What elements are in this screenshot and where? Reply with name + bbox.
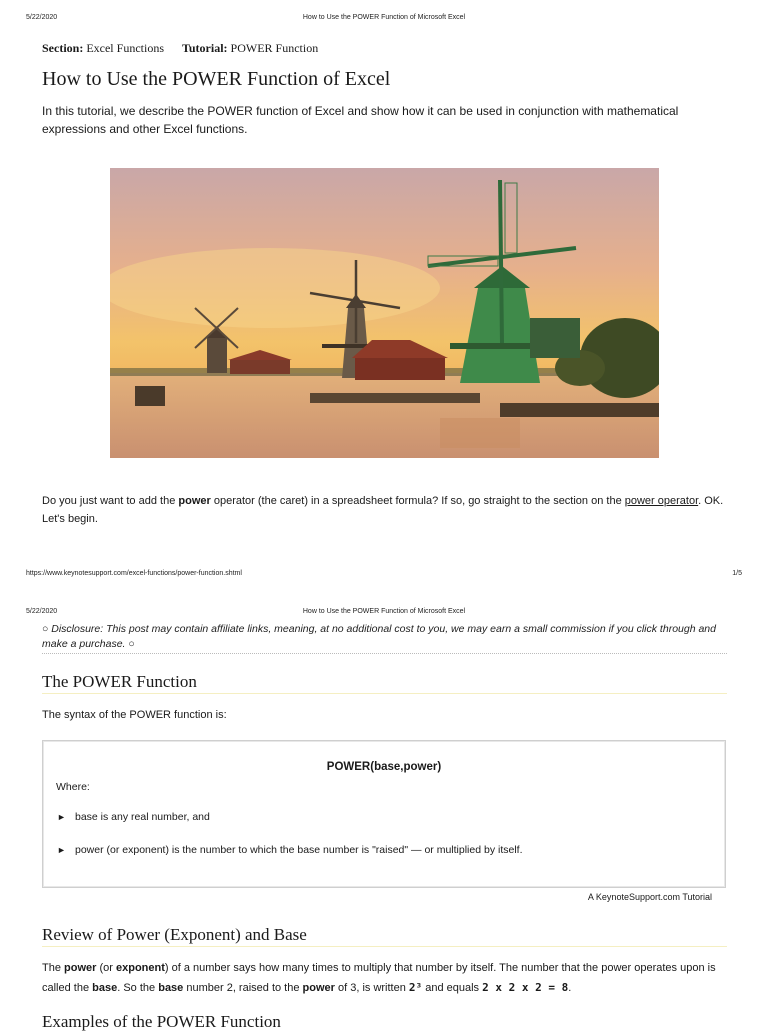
list-item [57, 844, 523, 856]
print-url: https://www.keynotesupport.com/excel-functions/power-function.shtml [26, 570, 242, 577]
section-label: Section: [42, 41, 84, 55]
text-run: ) of a number says how many times to multiply that number by itself. The number that the power operates upon is called the [42, 962, 716, 994]
bold-term: power [302, 982, 335, 994]
tutorial-credit: A KeynoteSupport.com Tutorial [587, 892, 712, 902]
print-date: 5/22/2020 [26, 14, 58, 21]
heading-power-function: The POWER Function [42, 672, 197, 691]
disclosure-note: ○ Disclosure: This post may contain affiliate links, meaning, at no additional cost to you, we may earn a small commission if you click through and make a purchase. ○ [42, 623, 716, 650]
bold-term: exponent [115, 962, 165, 974]
print-header-2 [26, 608, 742, 618]
syntax-intro: The syntax of the POWER function is: [42, 709, 227, 721]
bullet-text: base is any real number, and [75, 811, 210, 823]
text-run: Do you just want to add the [42, 495, 179, 507]
bold-term: base [158, 982, 184, 994]
example-result: 2 x 2 x 2 = 8 [482, 981, 569, 994]
heading-underline [42, 693, 727, 694]
text-run: . OK. Let's begin. [42, 495, 724, 525]
review-paragraph [42, 959, 732, 998]
text-run: . [568, 982, 572, 994]
arrow-right-icon: ► [57, 812, 66, 822]
where-label: Where: [56, 781, 90, 793]
heading-review: Review of Power (Exponent) and Base [42, 925, 307, 944]
section-link[interactable]: Excel Functions [86, 41, 164, 55]
bullet-text: power (or exponent) is the number to which the base number is "raised" — or multiplied by itself. [75, 844, 523, 856]
heading-underline [42, 946, 727, 947]
print-page-number: 1/5 [732, 570, 742, 577]
print-doc-title-2: How to Use the POWER Function of Microsoft Excel [302, 608, 466, 615]
bold-term: base [92, 982, 118, 994]
breadcrumb [42, 41, 318, 56]
intro-paragraph: In this tutorial, we describe the POWER function of Excel and show how it can be used in conjunction with mathematical expressions and other Excel functions. [42, 104, 679, 136]
text-run: The [42, 962, 65, 974]
syntax-formula: POWER(base,power) [326, 761, 442, 773]
print-header [26, 14, 742, 24]
heading-examples: Examples of the POWER Function [42, 1012, 281, 1031]
windmills-hero-image [110, 168, 659, 458]
print-date-2: 5/22/2020 [26, 608, 58, 615]
example-expression: 2³ [408, 981, 423, 994]
page-title: How to Use the POWER Function of Excel [42, 68, 391, 90]
text-run: . So the [117, 982, 159, 994]
divider [42, 653, 727, 654]
power-operator-link[interactable]: power operator [624, 495, 699, 507]
arrow-right-icon: ► [57, 845, 66, 855]
syntax-box [42, 740, 726, 888]
print-footer [26, 570, 742, 580]
text-run: operator (the caret) in a spreadsheet formula? If so, go straight to the section on the [210, 495, 625, 507]
bold-power: power [178, 495, 211, 507]
text-run: of 3, is written [334, 982, 409, 994]
text-run: and equals [422, 982, 483, 994]
print-doc-title: How to Use the POWER Function of Microsoft Excel [302, 14, 466, 21]
bold-term: power [64, 962, 97, 974]
list-item [57, 811, 210, 823]
text-run: number 2, raised to the [183, 982, 303, 994]
tutorial-label: Tutorial: [181, 41, 228, 55]
quick-link-paragraph [42, 492, 732, 528]
text-run: (or [96, 962, 116, 974]
tutorial-link[interactable]: POWER Function [230, 41, 319, 55]
